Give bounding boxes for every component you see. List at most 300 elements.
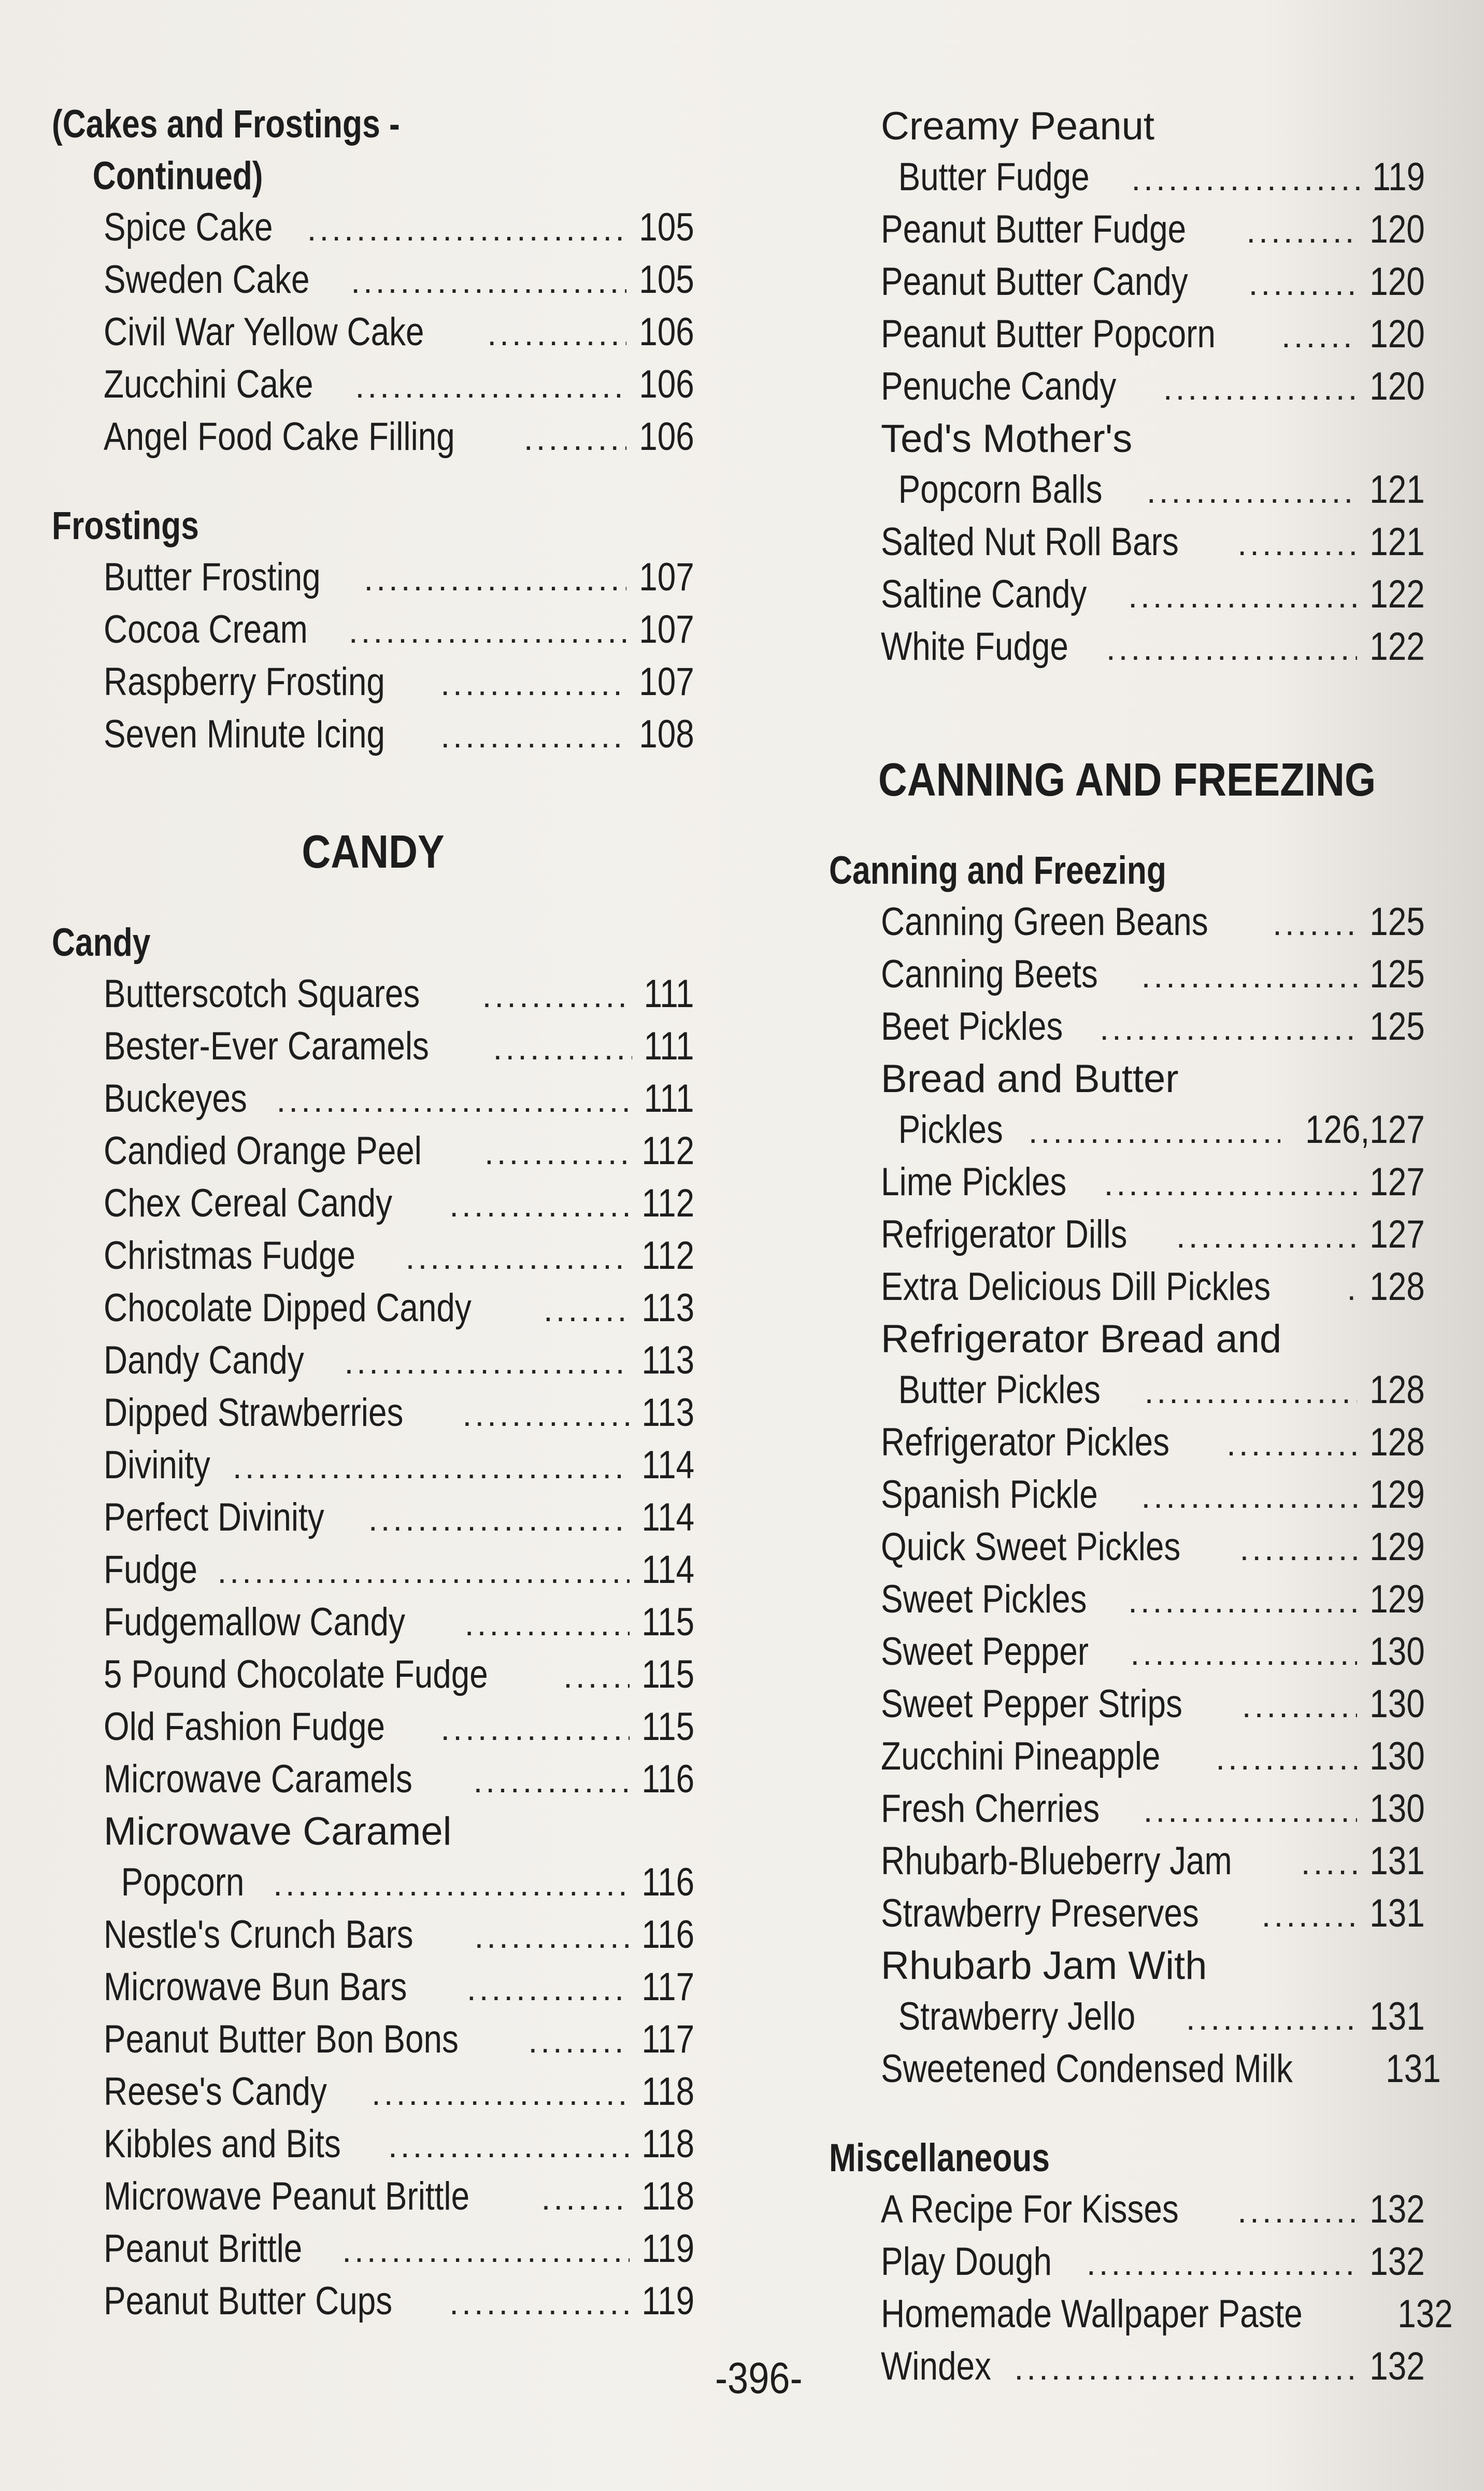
leader-dots	[544, 1284, 630, 1335]
entry-page: 122	[1369, 572, 1425, 616]
entry-name: Peanut Butter Candy	[881, 260, 1188, 304]
entry-name: Rhubarb-Blueberry Jam	[881, 1839, 1232, 1883]
index-entry	[52, 2224, 694, 2276]
entry-page: 129	[1369, 1525, 1425, 1569]
index-entry	[829, 309, 1425, 361]
leader-dots	[388, 2120, 630, 2171]
section-title-continued: Continued)	[92, 154, 263, 198]
entry-page: 112	[641, 1234, 694, 1278]
index-entry	[829, 1888, 1425, 1941]
entry-name: Peanut Brittle	[104, 2227, 303, 2271]
entry-name: Canning Green Beans	[881, 900, 1208, 944]
index-entry	[829, 2341, 1425, 2394]
entry-name: Peanut Butter Cups	[104, 2279, 393, 2323]
entry-name: Salted Nut Roll Bars	[881, 520, 1179, 564]
entry-name: Dipped Strawberries	[104, 1391, 404, 1435]
entry-name: Peanut Butter Fudge	[881, 207, 1187, 251]
section-candy	[52, 917, 694, 2328]
leader-dots	[493, 1023, 633, 1073]
entry-name: Refrigerator Bread and	[881, 1317, 1282, 1361]
entry-page: 116	[641, 1913, 694, 1957]
leader-dots	[1100, 1003, 1357, 1054]
entry-page: 118	[641, 2070, 694, 2114]
leader-dots	[1141, 1471, 1358, 1522]
index-entry	[52, 709, 694, 761]
entry-name-continued: Strawberry Jello	[898, 1994, 1136, 2039]
index-entry	[829, 569, 1425, 621]
entry-page: 115	[641, 1705, 694, 1749]
section-title: Canning and Freezing	[829, 848, 1166, 893]
entry-page: 114	[641, 1443, 694, 1487]
entry-name: Angel Food Cake Filling	[104, 415, 455, 459]
entry-name: Creamy Peanut	[881, 104, 1155, 148]
leader-dots	[1141, 951, 1358, 1001]
entry-name: Chocolate Dipped Candy	[104, 1286, 472, 1330]
index-entry	[829, 1626, 1425, 1679]
leader-dots	[345, 1337, 630, 1388]
leader-dots	[1128, 571, 1357, 621]
index-entry	[52, 1388, 694, 1440]
entry-name: Rhubarb Jam With	[881, 1944, 1207, 1988]
entry-page: 107	[639, 607, 694, 652]
entry-name: Nestle's Crunch Bars	[104, 1913, 413, 1957]
entry-page: 132	[1397, 2292, 1453, 2336]
leader-dots	[351, 256, 626, 307]
index-entry	[52, 1545, 694, 1597]
index-entry	[829, 2184, 1425, 2237]
entry-page: 130	[1369, 1630, 1425, 1674]
entry-name: 5 Pound Chocolate Fudge	[104, 1652, 488, 1696]
entry-page: 132	[1369, 2240, 1425, 2284]
leader-dots	[1147, 466, 1357, 517]
index-entry	[52, 1440, 694, 1492]
entry-name: Cocoa Cream	[104, 607, 308, 652]
entry-name: Microwave Caramel	[104, 1809, 452, 1853]
leader-dots	[440, 711, 626, 761]
entry-page: 131	[1369, 1839, 1425, 1883]
index-entry-continuation	[829, 1105, 1425, 1157]
leader-dots	[1131, 153, 1360, 204]
entry-page: 126,127	[1305, 1108, 1425, 1152]
entry-page: 131	[1369, 1891, 1425, 1935]
entry-page: 132	[1369, 2187, 1425, 2231]
leader-dots	[1226, 1419, 1357, 1469]
leader-dots	[482, 970, 633, 1021]
index-entry	[52, 1806, 694, 1857]
leader-dots	[218, 1546, 630, 1597]
entry-name: Sweet Pepper	[881, 1630, 1089, 1674]
entry-page: 106	[639, 362, 694, 406]
index-entry	[829, 1836, 1425, 1888]
index-entry	[829, 257, 1425, 309]
entry-name: Raspberry Frosting	[104, 660, 385, 704]
leader-dots	[1273, 898, 1357, 949]
entry-page: 113	[641, 1286, 694, 1330]
entry-name: Quick Sweet Pickles	[881, 1525, 1181, 1569]
entry-page: 128	[1369, 1368, 1425, 1412]
entry-name: Buckeyes	[104, 1077, 247, 1121]
leader-dots	[1246, 206, 1357, 257]
index-entry	[52, 2276, 694, 2328]
entry-page: 122	[1369, 625, 1425, 669]
entry-page: 125	[1369, 900, 1425, 944]
entry-page: 116	[641, 1757, 694, 1801]
entry-name: Windex	[881, 2344, 991, 2388]
entry-name: Butterscotch Squares	[104, 972, 420, 1016]
entry-page: 120	[1369, 364, 1425, 408]
leader-dots	[1145, 1366, 1358, 1417]
leader-dots	[449, 2277, 630, 2328]
index-entry	[829, 949, 1425, 1001]
index-entry	[52, 307, 694, 359]
entry-page: 132	[1369, 2344, 1425, 2388]
leader-dots	[474, 1756, 630, 1806]
section-canning	[829, 845, 1442, 2096]
entry-page: 128	[1369, 1265, 1425, 1309]
index-entry	[52, 1283, 694, 1335]
index-entry	[52, 1126, 694, 1178]
leader-dots	[355, 361, 627, 412]
index-entry	[829, 1314, 1425, 1365]
entry-page: 127	[1369, 1212, 1425, 1256]
entry-name: Ted's Mother's	[881, 417, 1133, 461]
index-entry	[829, 1784, 1425, 1836]
entry-name: Refrigerator Pickles	[881, 1420, 1170, 1464]
entry-name: Dandy Candy	[104, 1338, 304, 1382]
entry-name: Divinity	[104, 1443, 210, 1487]
entry-name: Zucchini Cake	[104, 362, 313, 406]
index-entry	[52, 1909, 694, 1962]
entry-page: 128	[1369, 1420, 1425, 1464]
index-entry	[829, 1574, 1425, 1626]
index-entry	[829, 517, 1425, 569]
index-entry	[829, 1679, 1425, 1731]
leader-dots	[368, 1494, 630, 1545]
entry-name-continued: Butter Fudge	[898, 155, 1090, 199]
entry-name: Zucchini Pineapple	[881, 1734, 1161, 1778]
entry-page: 107	[639, 555, 694, 599]
left-column	[52, 98, 694, 2328]
entry-page: 112	[641, 1181, 694, 1225]
entry-name: Extra Delicious Dill Pickles	[881, 1265, 1271, 1309]
leader-dots	[349, 606, 626, 657]
index-entry	[52, 1021, 694, 1073]
entry-name: Microwave Caramels	[104, 1757, 412, 1801]
leader-dots	[1087, 2238, 1357, 2289]
leader-dots	[1128, 1576, 1357, 1626]
index-entry	[52, 1754, 694, 1806]
leader-dots	[1186, 1993, 1357, 2044]
entry-page: 114	[641, 1495, 694, 1539]
index-entry-continuation	[829, 1991, 1425, 2044]
leader-dots	[487, 308, 626, 359]
leader-dots	[1242, 1680, 1357, 1731]
entry-name-continued: Popcorn Balls	[898, 468, 1103, 512]
index-entry	[829, 1262, 1425, 1314]
index-entry-continuation	[52, 1857, 694, 1909]
entry-page: 131	[1369, 1994, 1425, 2039]
index-entry	[829, 1941, 1425, 1991]
entry-page: 129	[1369, 1577, 1425, 1621]
entry-name: A Recipe For Kisses	[881, 2187, 1179, 2231]
entry-page: 105	[639, 205, 694, 249]
entry-name: Christmas Fudge	[104, 1234, 356, 1278]
entry-name: Peanut Butter Popcorn	[881, 312, 1216, 356]
leader-dots	[467, 1963, 630, 2014]
section-miscellaneous	[829, 2132, 1453, 2394]
entry-page: 118	[641, 2122, 694, 2166]
entry-page: 119	[641, 2279, 694, 2323]
index-entry	[52, 1597, 694, 1649]
entry-page: 125	[1369, 952, 1425, 996]
entry-name: Strawberry Preserves	[881, 1891, 1199, 1935]
index-entry	[829, 621, 1425, 674]
entry-name: Seven Minute Icing	[104, 712, 385, 756]
entry-name: Canning Beets	[881, 952, 1098, 996]
entry-name: Saltine Candy	[881, 572, 1087, 616]
leader-dots	[1014, 2343, 1357, 2394]
entry-list	[52, 552, 694, 761]
index-entry	[52, 202, 694, 254]
index-entry	[52, 412, 694, 464]
entry-page: 116	[641, 1860, 694, 1904]
leader-dots	[440, 1703, 629, 1754]
leader-dots	[1249, 258, 1358, 309]
entry-name: Kibbles and Bits	[104, 2122, 341, 2166]
entry-name: Penuche Candy	[881, 364, 1117, 408]
leader-dots	[1237, 2186, 1357, 2237]
leader-dots	[1347, 1263, 1357, 1314]
entry-page: 119	[1372, 155, 1425, 199]
entry-name: Butter Frosting	[104, 555, 321, 599]
entry-name: Spice Cake	[104, 205, 273, 249]
entry-page: 127	[1369, 1160, 1425, 1204]
index-entry-continuation	[829, 464, 1425, 517]
leader-dots	[1281, 310, 1357, 361]
leader-dots	[1301, 1837, 1357, 1888]
entry-page: 120	[1369, 260, 1425, 304]
index-entry	[52, 1702, 694, 1754]
section-title: Candy	[52, 921, 151, 965]
index-entry	[829, 2044, 1442, 2096]
entry-name: White Fudge	[881, 625, 1068, 669]
index-entry	[52, 359, 694, 412]
index-entry	[829, 1157, 1425, 1209]
entry-page: 117	[641, 1965, 694, 2009]
entry-page: 120	[1369, 207, 1425, 251]
entry-name: Sweden Cake	[104, 258, 310, 302]
entry-name: Play Dough	[881, 2240, 1052, 2284]
entry-name: Bread and Butter	[881, 1057, 1179, 1101]
index-entry	[52, 2119, 694, 2171]
entry-name-continued: Butter Pickles	[898, 1368, 1101, 1412]
entry-name: Lime Pickles	[881, 1160, 1067, 1204]
entry-name: Microwave Peanut Brittle	[104, 2174, 470, 2218]
leader-dots	[465, 1598, 630, 1649]
index-entry	[829, 1001, 1425, 1054]
entry-list	[829, 101, 1425, 674]
leader-dots	[1130, 1628, 1357, 1679]
index-entry	[829, 1469, 1425, 1522]
section-title: (Cakes and Frostings -	[52, 102, 400, 146]
leader-dots	[1262, 1890, 1358, 1941]
entry-name: Refrigerator Dills	[881, 1212, 1128, 1256]
index-entry	[829, 204, 1425, 257]
leader-dots	[563, 1651, 630, 1702]
section-candy-continued	[829, 101, 1425, 674]
index-entry	[52, 254, 694, 307]
entry-name: Perfect Divinity	[104, 1495, 324, 1539]
index-entry	[52, 1492, 694, 1545]
section-frostings	[52, 500, 694, 761]
entry-name: Sweetened Condensed Milk	[881, 2047, 1293, 2091]
index-entry	[829, 361, 1425, 414]
entry-page: 113	[641, 1391, 694, 1435]
entry-name: Beet Pickles	[881, 1004, 1063, 1049]
index-entry	[52, 1178, 694, 1230]
entry-page: 130	[1369, 1682, 1425, 1726]
leader-dots	[528, 2016, 629, 2067]
leader-dots	[440, 658, 626, 709]
leader-dots	[277, 1075, 633, 1126]
entry-page: 130	[1369, 1787, 1425, 1831]
entry-name: Fudgemallow Candy	[104, 1600, 405, 1644]
index-entry	[52, 1649, 694, 1702]
chapter-heading-candy: CANDY	[302, 826, 445, 878]
entry-page: 111	[644, 1024, 694, 1068]
leader-dots	[307, 204, 627, 254]
index-entry	[52, 2067, 694, 2119]
entry-page: 107	[639, 660, 694, 704]
leader-dots	[1239, 1523, 1357, 1574]
entry-name: Sweet Pepper Strips	[881, 1682, 1182, 1726]
section-cakes-continued	[52, 98, 694, 464]
index-entry	[829, 1054, 1425, 1105]
entry-page: 120	[1369, 312, 1425, 356]
index-entry	[52, 1962, 694, 2014]
entry-page: 117	[641, 2017, 694, 2061]
entry-name: Reese's Candy	[104, 2070, 327, 2114]
entry-page: 129	[1369, 1473, 1425, 1517]
entry-page: 115	[641, 1600, 694, 1644]
entry-page: 118	[641, 2174, 694, 2218]
entry-name: Microwave Bun Bars	[104, 1965, 407, 2009]
index-entry	[52, 969, 694, 1021]
entry-name: Old Fashion Fudge	[104, 1705, 385, 1749]
index-entry-continuation	[829, 152, 1425, 204]
leader-dots	[233, 1441, 630, 1492]
index-entry	[52, 2171, 694, 2224]
page-number: -396-	[715, 2354, 803, 2402]
leader-dots	[1163, 363, 1357, 414]
entry-name: Spanish Pickle	[881, 1473, 1098, 1517]
entry-page: 105	[639, 258, 694, 302]
entry-page: 125	[1369, 1004, 1425, 1049]
entry-name: Civil War Yellow Cake	[104, 310, 424, 354]
entry-list	[52, 969, 694, 2328]
index-entry	[829, 897, 1425, 949]
leader-dots	[524, 413, 626, 464]
entry-name-continued: Popcorn	[121, 1860, 245, 1904]
index-entry	[829, 1731, 1425, 1784]
index-entry	[52, 1335, 694, 1388]
leader-dots	[1029, 1106, 1281, 1157]
entry-name: Fudge	[104, 1548, 198, 1592]
leader-dots	[364, 554, 626, 604]
entry-list	[829, 897, 1442, 2096]
index-entry	[829, 1417, 1425, 1469]
leader-dots	[372, 2068, 630, 2119]
index-entry	[829, 1209, 1425, 1262]
index-entry	[829, 2289, 1453, 2341]
entry-page: 112	[641, 1129, 694, 1173]
leader-dots	[474, 1911, 629, 1962]
leader-dots	[1237, 518, 1357, 569]
entry-name: Peanut Butter Bon Bons	[104, 2017, 459, 2061]
entry-page: 130	[1369, 1734, 1425, 1778]
leader-dots	[541, 2173, 630, 2224]
section-title: Miscellaneous	[829, 2136, 1050, 2180]
entry-page: 111	[644, 972, 694, 1016]
entry-list	[52, 202, 694, 464]
entry-name: Candied Orange Peel	[104, 1129, 422, 1173]
leader-dots	[273, 1859, 630, 1909]
index-entry	[52, 604, 694, 657]
entry-name-continued: Pickles	[898, 1108, 1003, 1152]
leader-dots	[342, 2225, 630, 2276]
entry-name: Chex Cereal Candy	[104, 1181, 393, 1225]
index-entry	[52, 657, 694, 709]
index-entry	[52, 1230, 694, 1283]
entry-page: 121	[1369, 520, 1425, 564]
entry-page: 106	[639, 310, 694, 354]
entry-page: 106	[639, 415, 694, 459]
leader-dots	[463, 1389, 630, 1440]
entry-page: 115	[641, 1652, 694, 1696]
leader-dots	[484, 1127, 630, 1178]
leader-dots	[1104, 1158, 1358, 1209]
index-entry	[52, 1073, 694, 1126]
index-entry	[52, 2014, 694, 2067]
entry-page: 113	[641, 1338, 694, 1382]
leader-dots	[406, 1232, 630, 1283]
entry-name: Homemade Wallpaper Paste	[881, 2292, 1303, 2336]
entry-page: 119	[641, 2227, 694, 2271]
index-entry	[829, 2237, 1425, 2289]
leader-dots	[1176, 1211, 1357, 1262]
entry-page: 131	[1386, 2047, 1442, 2091]
entry-name: Bester-Ever Caramels	[104, 1024, 429, 1068]
section-title: Frostings	[52, 504, 199, 548]
index-entry-continuation	[829, 1365, 1425, 1417]
leader-dots	[1144, 1785, 1358, 1836]
entry-name: Fresh Cherries	[881, 1787, 1100, 1831]
entry-page: 114	[641, 1548, 694, 1592]
chapter-heading-canning: CANNING AND FREEZING	[878, 754, 1376, 806]
entry-list	[829, 2184, 1453, 2394]
entry-name: Sweet Pickles	[881, 1577, 1087, 1621]
index-entry	[829, 101, 1425, 152]
index-entry	[829, 1522, 1425, 1574]
leader-dots	[449, 1180, 630, 1230]
index-entry	[52, 552, 694, 604]
entry-page: 108	[639, 712, 694, 756]
entry-page: 121	[1369, 468, 1425, 512]
index-entry	[829, 414, 1425, 464]
leader-dots	[1216, 1733, 1357, 1784]
entry-page: 111	[644, 1077, 694, 1121]
leader-dots	[1106, 623, 1357, 674]
